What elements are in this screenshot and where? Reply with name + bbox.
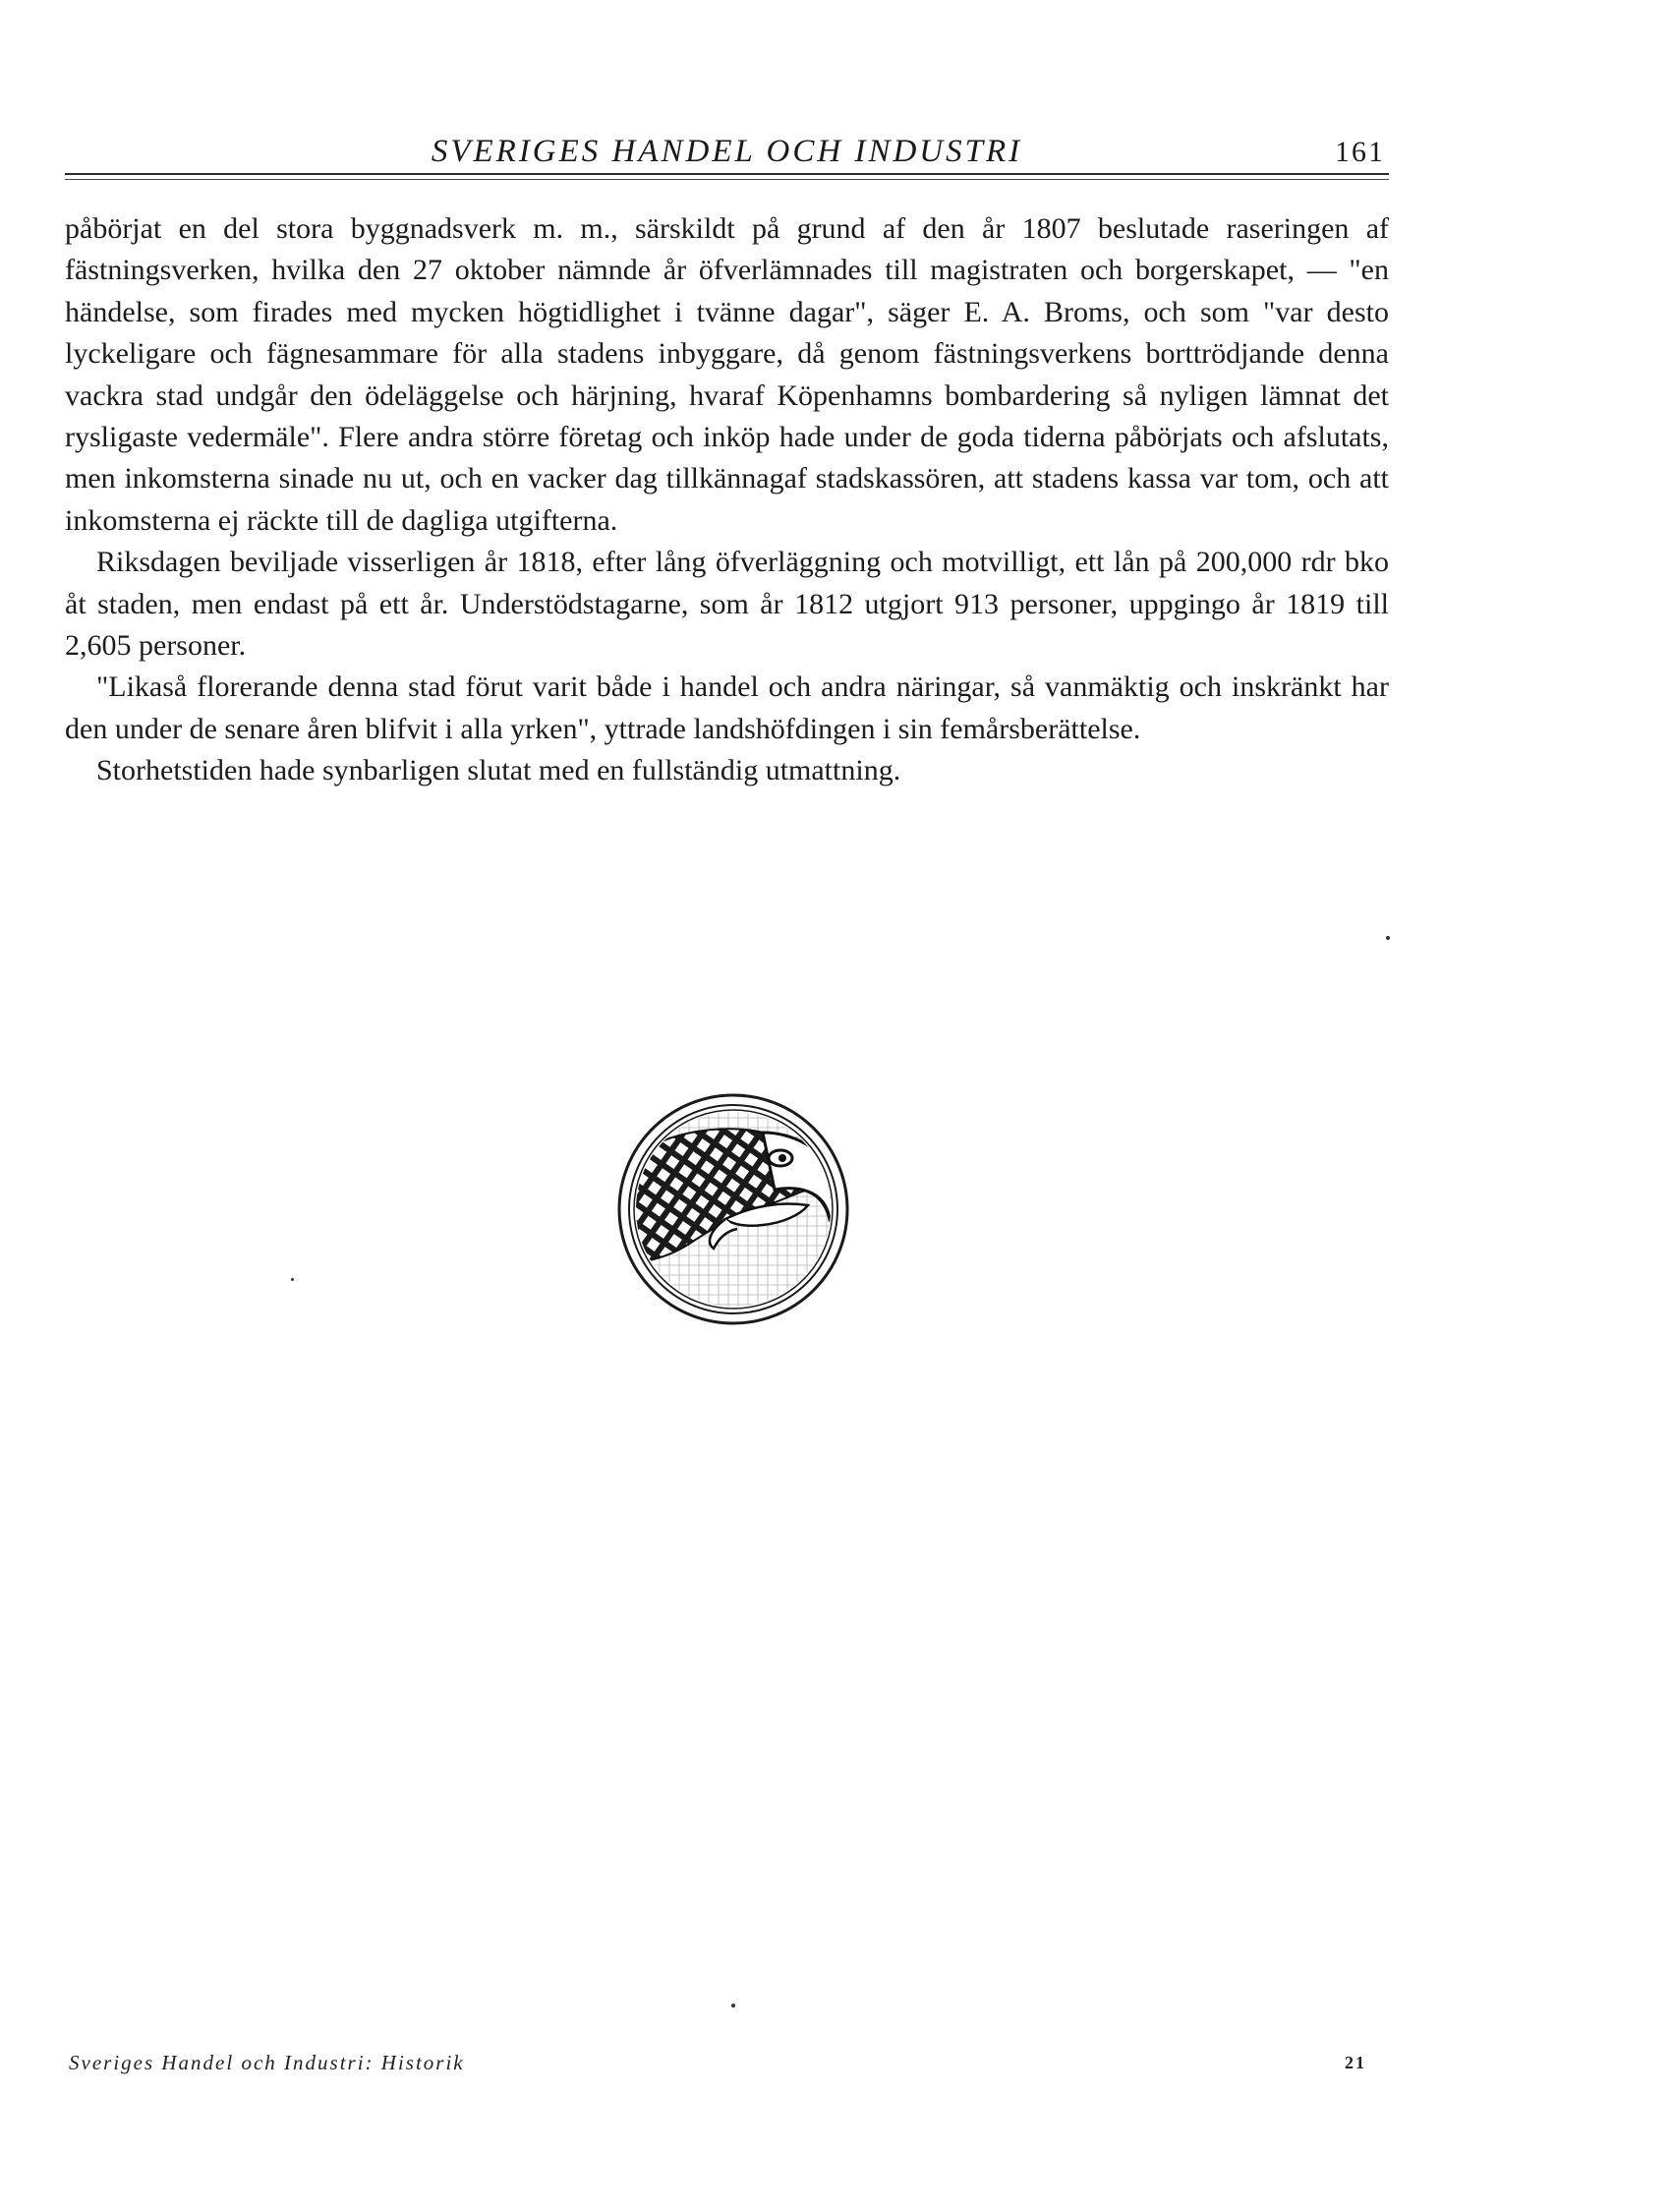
body-text bbox=[65, 208, 1389, 792]
stray-dot bbox=[291, 1278, 294, 1281]
header-rule-top bbox=[65, 173, 1389, 175]
stray-dot bbox=[731, 2004, 735, 2008]
page-header bbox=[65, 134, 1389, 173]
running-title: SVERIGES HANDEL OCH INDUSTRI bbox=[431, 134, 1023, 169]
footer-signature-number: 21 bbox=[1345, 2053, 1366, 2072]
paragraph: "Likaså florerande denna stad förut varit både i handel och andra näringar, så vanmäktig och inskränkt har den under de senare åren blifvit i alla yrken", yttrade landshöfdingen i sin femårsberättelse. bbox=[65, 670, 1389, 745]
page-number: 161 bbox=[1335, 136, 1385, 168]
paragraph: påbörjat en del stora byggnadsverk m. m., särskildt på grund af den år 1807 beslutade raseringen af fästningsverken, hvilka den 27 oktober nämnde år öfverlämnades till magistraten och borgerskapet, — "en händelse, som firades med mycken högtidlighet i tvänne dagar", säger E. A. Broms, och som "var desto lyckeligare och fägnesammare för alla stadens inbyggare, då genom fästningsverkens borttrödjande denna vackra stad undgår den ödeläggelse och härjning, hvaraf Köpenhamns bombardering så nyligen lämnat det rysligaste vedermäle". Flere andra större företag och inköp hade under de goda tiderna påbörjats och afslutats, men inkomsterna sinade nu ut, och en vacker dag tillkännagaf stadskassören, att stadens kassa var tom, och att inkomsterna ej räckte till de dagliga utgifterna. bbox=[65, 212, 1389, 537]
paragraph: Riksdagen beviljade visserligen år 1818, efter lång öfverläggning och motvilligt, ett lån på 200,000 rdr bko åt staden, men endast på ett år. Understödstagarne, som år 1812 utgjort 913 personer, uppgingo år 1819 till 2,605 personer. bbox=[65, 546, 1389, 663]
stray-dot bbox=[1386, 936, 1390, 940]
header-rule-bottom bbox=[65, 179, 1389, 180]
paragraph: Storhetstiden hade synbarligen slutat med en fullständig utmattning. bbox=[96, 754, 901, 787]
footer-publication-title: Sveriges Handel och Industri: Historik bbox=[69, 2051, 465, 2074]
eagle-head-emblem-icon bbox=[615, 1093, 851, 1325]
